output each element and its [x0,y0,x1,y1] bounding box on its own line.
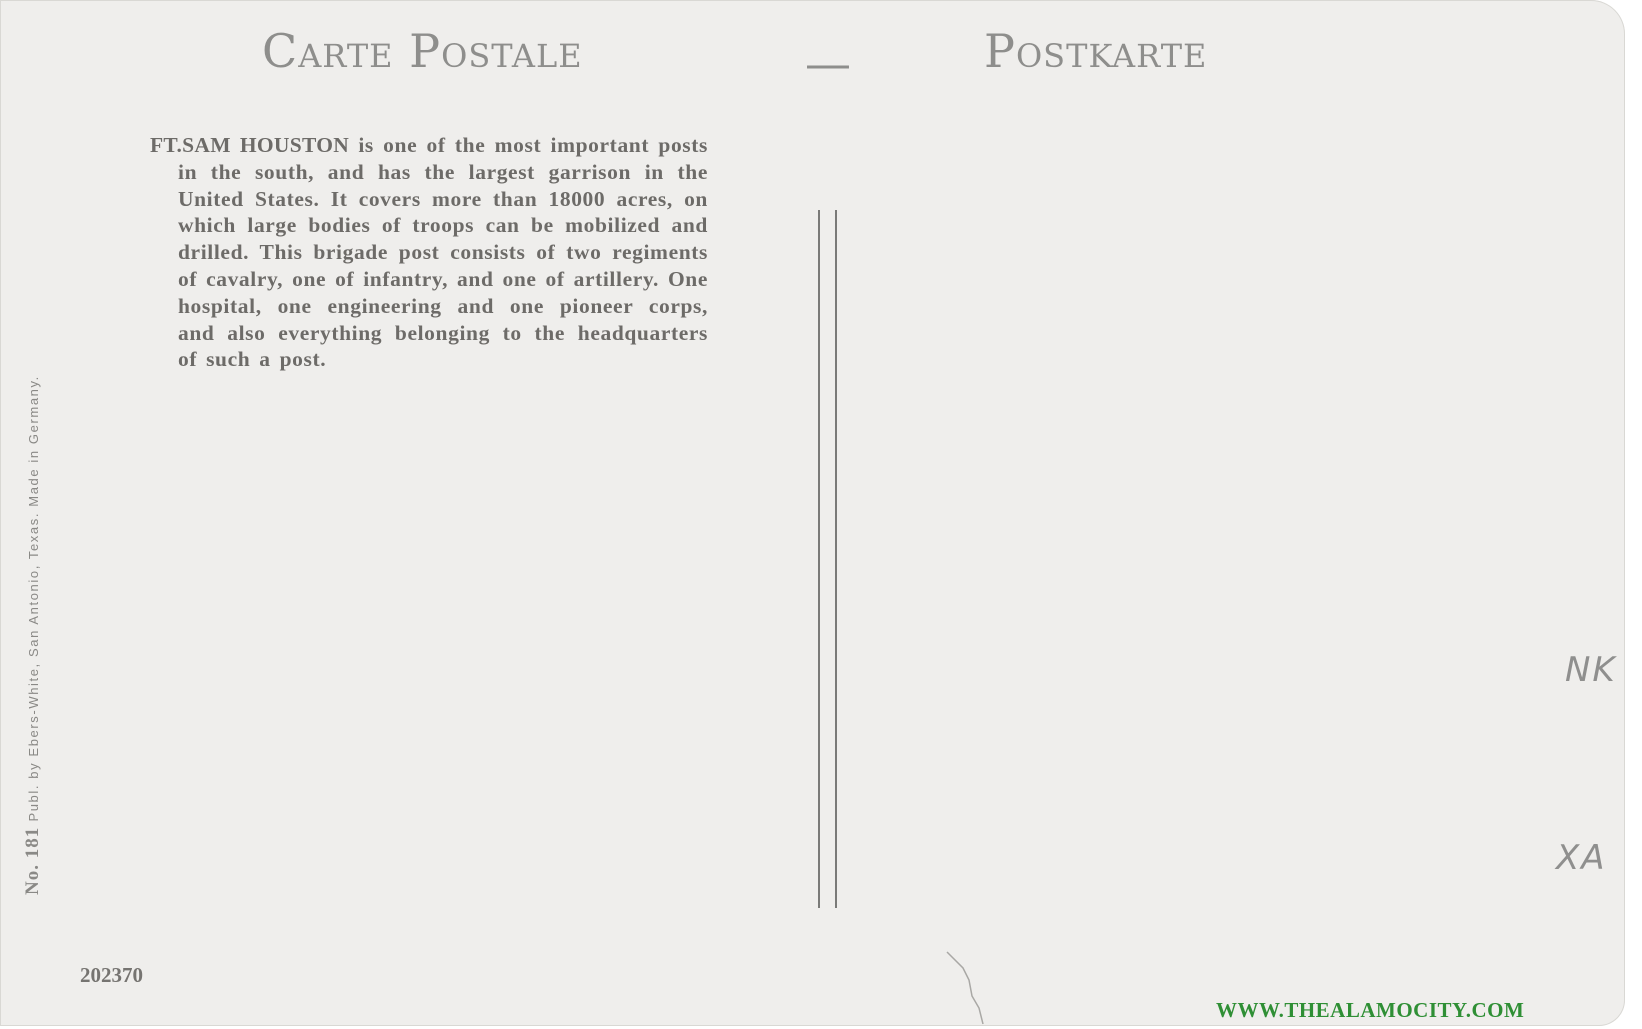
divider-line-right [835,210,837,908]
postkarte-heading: Postkarte [984,24,1208,78]
publisher-imprint [22,375,44,895]
carte-postale-heading: Carte Postale [262,24,583,78]
card-number: No. 181 [22,826,43,895]
description-body: is one of the most important posts in the south, and has the largest garrison in the United States. It covers more than 18000 acres, on which large bodies of troops can be mobilized and drilled. This brigade post consists of two regiments of cavalry, one of infantry, and one of artillery. One hospital, one engineering and one pioneer corps, and also everything belonging to the headquarters of such a post. [178,133,708,372]
serial-number: 202370 [80,963,143,987]
description-paragraph [150,132,708,373]
publisher-line: Publ. by Ebers-White, San Antonio, Texas. Made in Germany. [26,375,41,827]
heading-dash: — [805,36,851,90]
website-watermark: WWW.THEALAMOCITY.COM [1216,998,1525,1022]
divider-line-left [818,210,820,908]
paper-crease [945,950,1005,1026]
handwritten-note-bottom: XA [1556,838,1607,878]
description-lead: FT.SAM HOUSTON [150,133,350,157]
handwritten-note-top: NK [1565,650,1617,690]
